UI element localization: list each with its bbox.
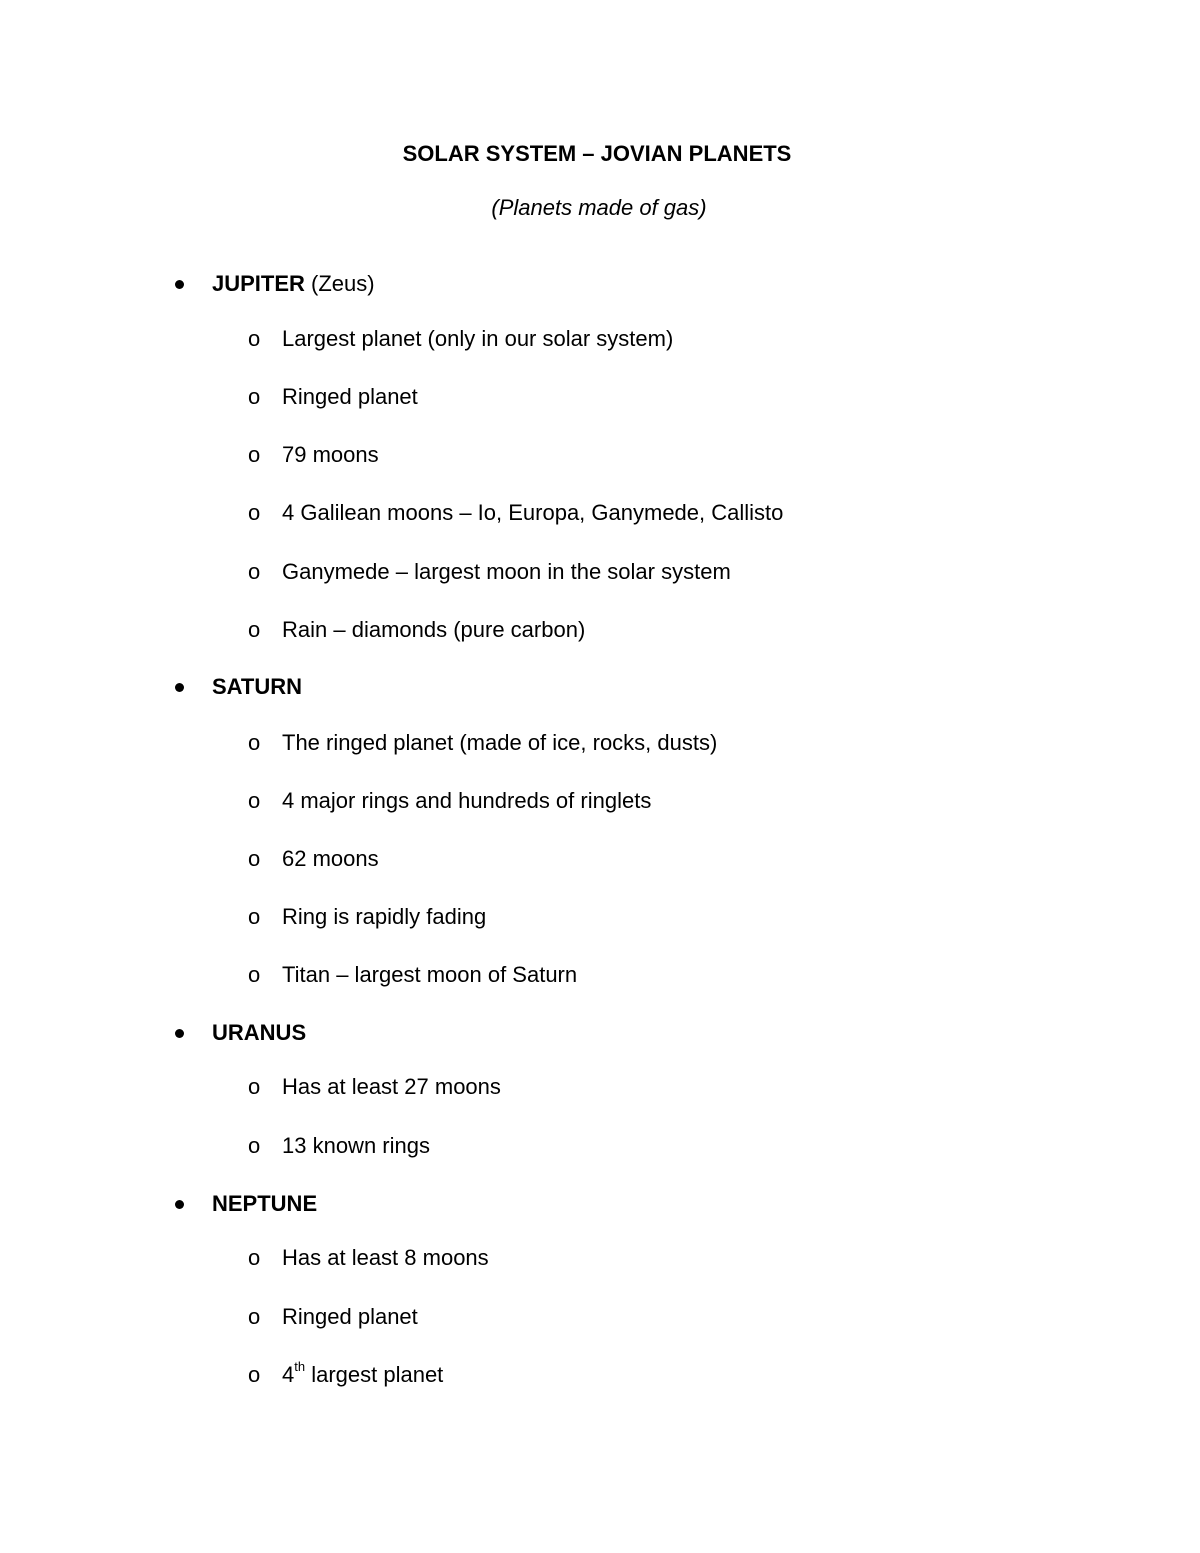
planet-note: (Zeus) <box>304 271 375 296</box>
circle-bullet-icon: o <box>248 559 261 584</box>
page-title: SOLAR SYSTEM – JOVIAN PLANETS <box>402 141 792 166</box>
circle-bullet-icon: o <box>248 1245 261 1270</box>
ordinal-number: 4 <box>282 1362 295 1387</box>
planet-name: SATURN <box>212 674 303 699</box>
circle-bullet-icon: o <box>248 500 261 525</box>
circle-bullet-icon: o <box>248 1304 261 1329</box>
bullet-icon <box>175 1029 184 1038</box>
fact-text: largest planet <box>305 1362 444 1387</box>
planet-name: JUPITER <box>212 271 305 296</box>
circle-bullet-icon: o <box>248 904 261 929</box>
circle-bullet-icon: o <box>248 1074 261 1099</box>
circle-bullet-icon: o <box>248 788 261 813</box>
page-subtitle: (Planets made of gas) <box>491 195 707 220</box>
circle-bullet-icon: o <box>248 846 261 871</box>
circle-bullet-icon: o <box>248 1133 261 1158</box>
circle-bullet-icon: o <box>248 384 261 409</box>
circle-bullet-icon: o <box>248 326 261 351</box>
ordinal-suffix: th <box>294 1359 306 1374</box>
circle-bullet-icon: o <box>248 962 261 987</box>
planet-name: NEPTUNE <box>212 1191 318 1216</box>
planet-name: URANUS <box>212 1020 307 1045</box>
circle-bullet-icon: o <box>248 1362 261 1387</box>
bullet-icon <box>175 280 184 289</box>
bullet-icon <box>175 1200 184 1209</box>
circle-bullet-icon: o <box>248 730 261 755</box>
bullet-icon <box>175 683 184 692</box>
circle-bullet-icon: o <box>248 442 261 467</box>
circle-bullet-icon: o <box>248 617 261 642</box>
